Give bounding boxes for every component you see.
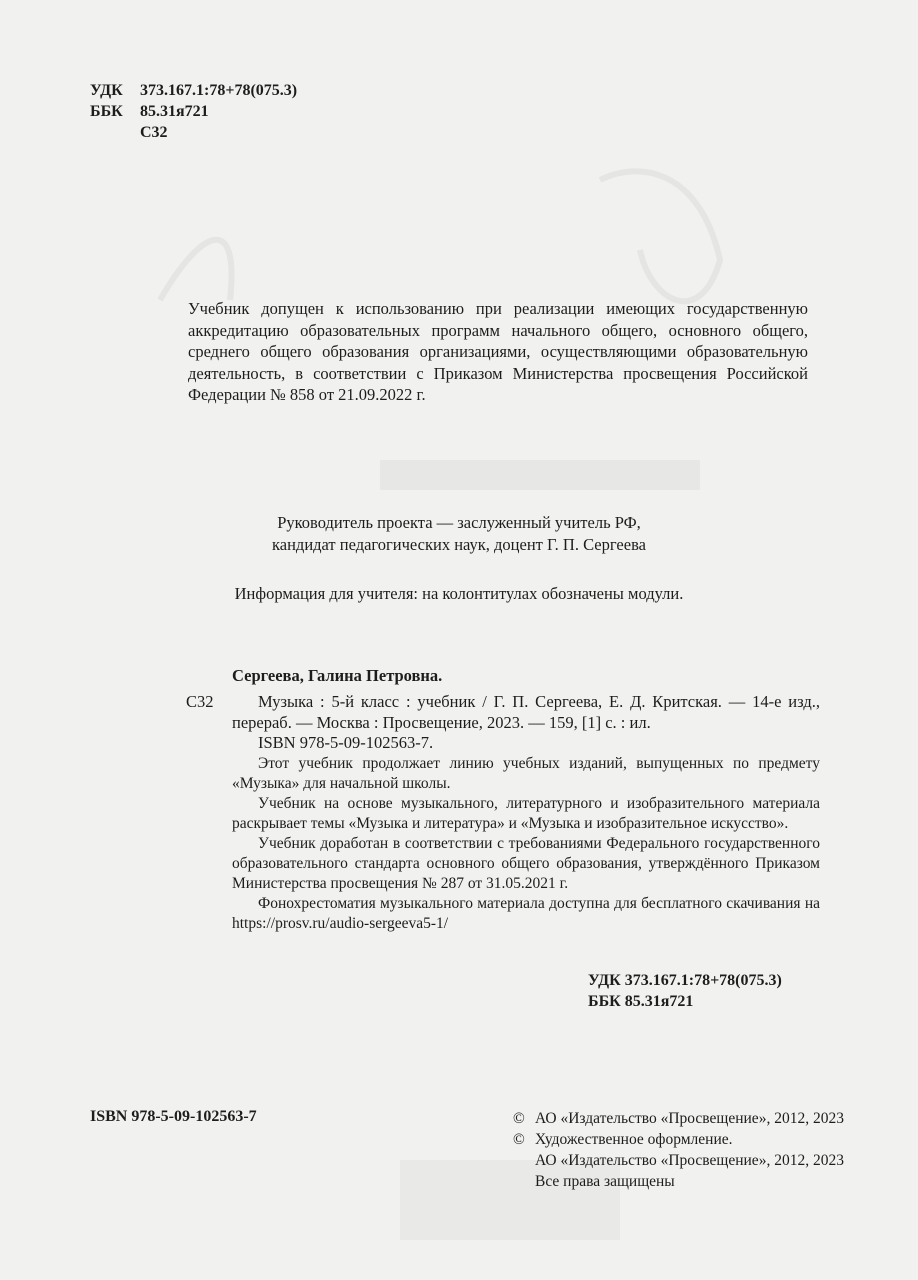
project-lead-line2: кандидат педагогических наук, доцент Г. П. Сергеева [272, 535, 646, 554]
bibliographic-record [232, 692, 820, 934]
author-code: С32 [140, 124, 168, 141]
udk-label: УДК [90, 82, 123, 99]
copyright-line-1: АО «Издательство «Просвещение», 2012, 2023 [535, 1110, 844, 1127]
annotation-para-4: Фонохрестоматия музыкального материала доступна для бесплатного скачивания на https://prosv.ru/audio-sergeeva5-1/ [232, 894, 820, 932]
udk-bbk-block [90, 80, 297, 143]
approval-paragraph: Учебник допущен к использованию при реализации имеющих государственную аккредитацию образовательных программ начального общего, основного общего, среднего общего образования организациями, осуществляющими образовательную деятельность, в соответствии с Приказом Министерства просвещения Российской Федерации № 858 от 21.09.2022 г. [188, 299, 808, 404]
bbk-value: 85.31я721 [140, 103, 209, 120]
annotation-para-1: Этот учебник продолжает линию учебных изданий, выпущенных по предмету «Музыка» для начальной школы. [232, 754, 820, 792]
annotation-para-2: Учебник на основе музыкального, литературного и изобразительного материала раскрывает темы «Музыка и литература» и «Музыка и изобразительное искусство». [232, 794, 820, 832]
copyright-line-3: АО «Издательство «Просвещение», 2012, 2023 [535, 1152, 844, 1169]
copyright-line-2: Художественное оформление. [535, 1131, 733, 1148]
book-isbn: ISBN 978-5-09-102563-7. [258, 733, 434, 752]
bottom-isbn: ISBN 978-5-09-102563-7 [90, 1108, 257, 1125]
copyright-symbol: © [513, 1110, 525, 1127]
author-heading: Сергеева, Галина Петровна. [232, 666, 443, 685]
bibliographic-code: С32 [186, 692, 214, 711]
right-bbk: ББК 85.31я721 [588, 993, 694, 1010]
annotation-para-3: Учебник доработан в соответствии с требованиями Федерального государственного образовательного стандарта основного общего образования, утверждённого Приказом Министерства просвещения № 287 от 31.05.2021 г. [232, 834, 820, 892]
udk-value: 373.167.1:78+78(075.3) [140, 82, 298, 99]
teacher-info: Информация для учителя: на колонтитулах обозначены модули. [234, 584, 684, 603]
right-udk: УДК 373.167.1:78+78(075.3) [588, 972, 782, 989]
book-description: Музыка : 5-й класс : учебник / Г. П. Сергеева, Е. Д. Критская. — 14-е изд., перераб. — Москва : Просвещение, 2023. — 159, [1] с. : ил. [232, 692, 820, 732]
copyright-block [513, 1108, 844, 1192]
project-lead-line1: Руководитель проекта — заслуженный учитель РФ, [277, 513, 641, 532]
rights-reserved: Все права защищены [535, 1173, 675, 1190]
bbk-label: ББК [90, 103, 123, 120]
copyright-symbol: © [513, 1131, 525, 1148]
right-udk-bbk [588, 970, 782, 1012]
